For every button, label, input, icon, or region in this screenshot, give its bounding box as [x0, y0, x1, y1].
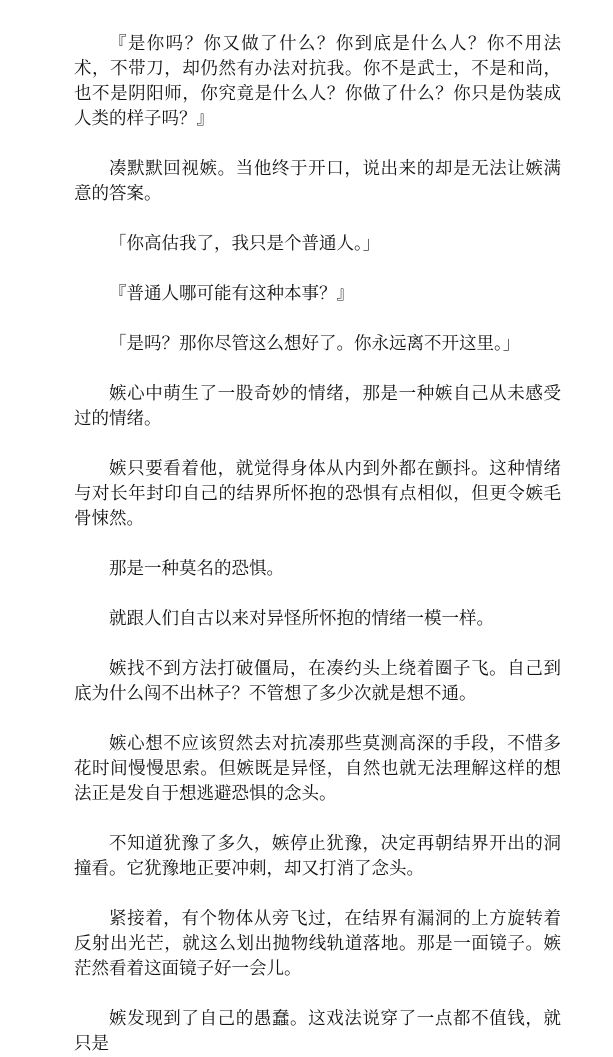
paragraph-5: 「是吗？那你尽管这么想好了。你永远离不开这里。」	[109, 334, 521, 354]
paragraph-13: 紧接着，有个物体从旁飞过，在结界有漏洞的上方旋转着反射出光芒，就这么划出抛物线轨道落地。那是一面镜子。嫉茫然看着这面镜子好一会儿。	[74, 909, 561, 979]
paragraph-6: 嫉心中萌生了一股奇妙的情绪，那是一种嫉自己从未感受过的情绪。	[74, 384, 561, 429]
paragraph-11: 嫉心想不应该贸然去对抗凑那些莫测高深的手段，不惜多花时间慢慢思索。但嫉既是异怪，自然也就无法理解这样的想法正是发自于想逃避恐惧的念头。	[74, 734, 561, 804]
paragraph-10: 嫉找不到方法打破僵局，在凑约头上绕着圈子飞。自己到底为什么闯不出林子？不管想了多少次就是想不通。	[74, 659, 561, 704]
paragraph-12: 不知道犹豫了多久，嫉停止犹豫，决定再朝结界开出的洞撞看。它犹豫地正要冲刺，却又打消了念头。	[74, 834, 561, 879]
paragraph-9: 就跟人们自古以来对异怪所怀抱的情绪一模一样。	[109, 609, 494, 629]
paragraph-1: 『是你吗？你又做了什么？你到底是什么人？你不用法术，不带刀，却仍然有办法对抗我。你不是武士，不是和尚，也不是阴阳师，你究竟是什么人？你做了什么？你只是伪装成人类的样子吗？』	[74, 34, 561, 129]
paragraph-3: 「你高估我了，我只是个普通人。」	[109, 234, 381, 254]
paragraph-2: 凑默默回视嫉。当他终于开口，说出来的却是无法让嫉满意的答案。	[74, 159, 561, 204]
paragraph-7: 嫉只要看着他，就觉得身体从内到外都在颤抖。这种情绪与对长年封印自己的结界所怀抱的恐惧有点相似，但更令嫉毛骨悚然。	[74, 459, 561, 529]
paragraph-14: 嫉发现到了自己的愚蠢。这戏法说穿了一点都不值钱，就只是	[74, 1009, 561, 1054]
paragraph-8: 那是一种莫名的恐惧。	[109, 559, 284, 579]
paragraph-4: 『普通人哪可能有这种本事？』	[109, 284, 354, 304]
